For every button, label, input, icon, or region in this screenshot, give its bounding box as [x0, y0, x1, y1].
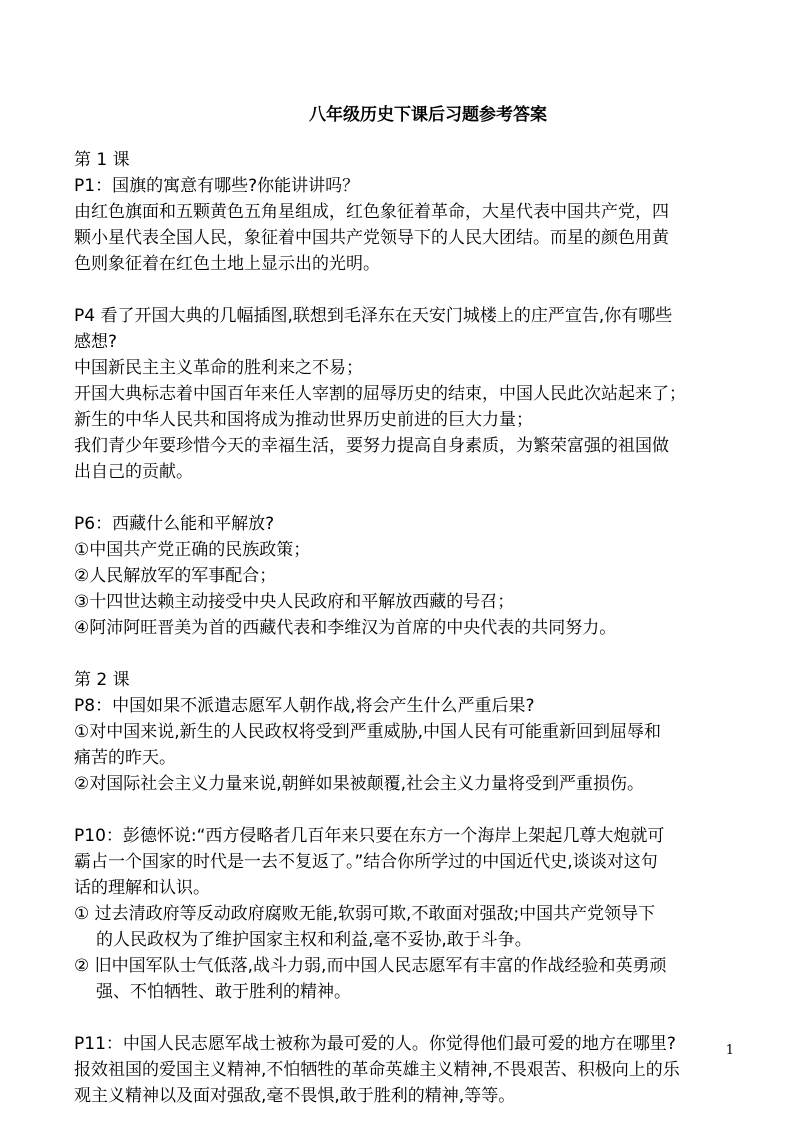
- document-body: [74, 147, 774, 1109]
- text-line: 颗小星代表全国人民，象征着中国共产党领导下的人民大团结。而星的颜色用黄: [74, 228, 669, 248]
- text-line: P1：国旗的寓意有哪些?你能讲讲吗？: [74, 176, 360, 196]
- text-line: ②人民解放军的军事配合；: [74, 566, 277, 586]
- text-line: 新生的中华人民共和国将成为推动世界历史前进的巨大力量；: [74, 410, 533, 430]
- blank-line: [74, 1005, 774, 1031]
- text-line: ① 过去清政府等反动政府腐败无能,软弱可欺,不敢面对强敌;中国共产党领导下: [74, 904, 656, 924]
- text-line: 报效祖国的爱国主义精神,不怕牺牲的革命英雄主义精神,不畏艰苦、积极向上的乐: [74, 1060, 680, 1080]
- blank-line: [74, 641, 774, 667]
- text-line: P8：中国如果不派遣志愿军人朝作战,将会产生什么严重后果?: [74, 696, 535, 716]
- text-line: 强、不怕牺牲、敢于胜利的精神。: [96, 982, 351, 1002]
- text-line: 第 1 课: [74, 150, 130, 170]
- text-line: 第 2 课: [74, 670, 130, 690]
- text-line: ③十四世达赖主动接受中央人民政府和平解放西藏的号召；: [74, 592, 515, 612]
- text-line: P4 看了开国大典的几幅插图,联想到毛泽东在天安门城楼上的庄严宣告,你有哪些: [74, 306, 673, 326]
- text-line: ② 旧中国军队士气低落,战斗力弱,而中国人民志愿军有丰富的作战经验和英勇顽: [74, 956, 667, 976]
- blank-line: [74, 277, 774, 303]
- text-line: 由红色旗面和五颗黄色五角星组成，红色象征着革命，大星代表中国共产党，四: [74, 202, 669, 222]
- text-line: ②对国际社会主义力量来说,朝鲜如果被颠覆,社会主义力量将受到严重损伤。: [74, 774, 645, 794]
- text-line: 的人民政权为了维护国家主权和利益,毫不妥协,敢于斗争。: [96, 930, 532, 950]
- text-line: 出自己的贡献。: [74, 462, 193, 482]
- blank-line: [74, 797, 774, 823]
- text-line: 话的理解和认识。: [74, 878, 210, 898]
- text-line: 感想?: [74, 332, 118, 352]
- page-number: 1: [725, 1043, 734, 1058]
- text-line: P10：彭德怀说:“西方侵略者几百年来只要在东方一个海岸上架起几尊大炮就可: [74, 826, 665, 846]
- text-line: 痛苦的昨天。: [74, 748, 176, 768]
- text-line: ④阿沛阿旺晋美为首的西藏代表和李维汉为首席的中央代表的共同努力。: [74, 618, 617, 638]
- text-line: ①对中国来说,新生的人民政权将受到严重威胁,中国人民有可能重新回到屈辱和: [74, 722, 662, 742]
- text-line: ①中国共产党正确的民族政策；: [74, 540, 311, 560]
- blank-line: [74, 485, 774, 511]
- text-line: 色则象征着在红色土地上显示出的光明。: [74, 254, 380, 274]
- text-line: 我们青少年要珍惜今天的幸福生活，要努力提高自身素质，为繁荣富强的祖国做: [74, 436, 669, 456]
- text-line: P6：西藏什么能和平解放?: [74, 514, 275, 534]
- text-line: P11：中国人民志愿军战士被称为最可爱的人。你觉得他们最可爱的地方在哪里?: [74, 1034, 676, 1054]
- text-line: 霸占一个国家的时代是一去不复返了。”结合你所学过的中国近代史,谈谈对这句: [74, 852, 658, 872]
- text-line: 观主义精神以及面对强敌,毫不畏惧,敢于胜利的精神,等等。: [74, 1086, 516, 1106]
- document-title: 八年级历史下课后习题参考答案: [309, 105, 547, 125]
- document-page: [74, 100, 774, 1109]
- text-line: 中国新民主主义革命的胜利来之不易；: [74, 358, 363, 378]
- text-line: 开国大典标志着中国百年来任人宰割的屈辱历史的结束，中国人民此次站起来了；: [74, 384, 686, 404]
